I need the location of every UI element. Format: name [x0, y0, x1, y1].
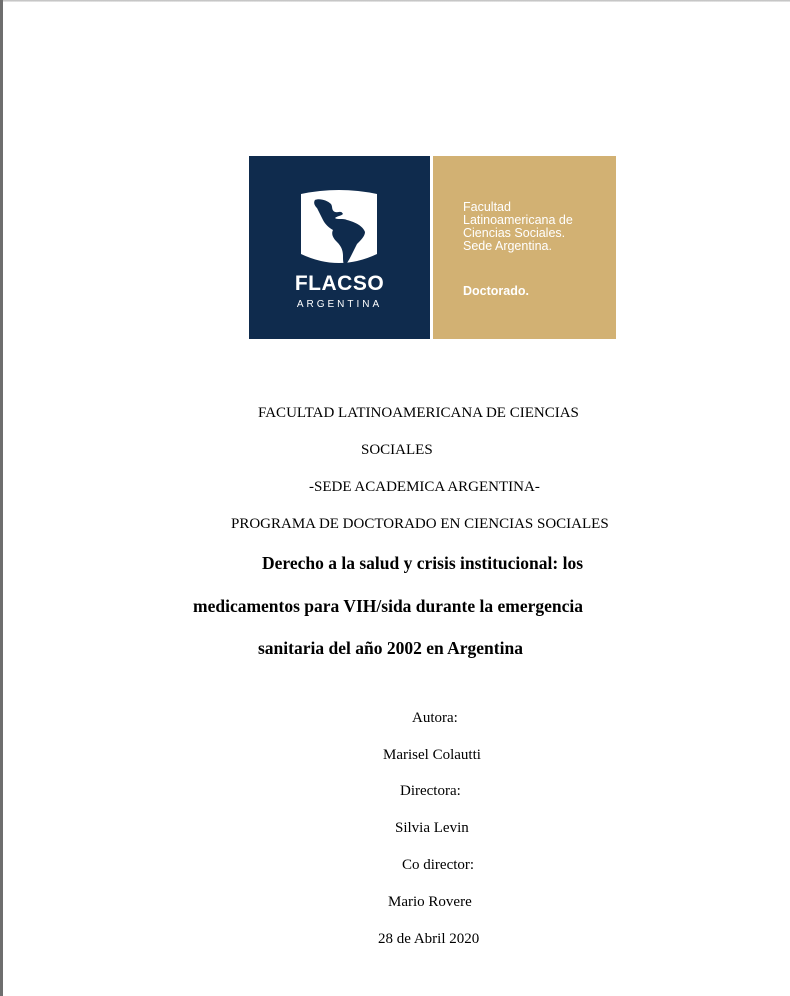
- logo-wordmark: FLACSO: [294, 272, 385, 295]
- logo-country: ARGENTINA: [296, 299, 383, 310]
- codirector-label: Co director:: [402, 857, 475, 873]
- logo-line: Ciencias Sociales.: [463, 226, 566, 240]
- flacso-logo: [249, 156, 616, 339]
- date-line: 28 de Abril 2020: [378, 931, 480, 947]
- director-name: Silvia Levin: [395, 820, 469, 836]
- logo-gold-panel: [433, 156, 616, 339]
- institution-line-1: FACULTAD LATINOAMERICANA DE CIENCIAS: [258, 405, 579, 421]
- thesis-title-line-2: medicamentos para VIH/sida durante la emergencia: [193, 596, 583, 616]
- author-label: Autora:: [412, 710, 458, 726]
- thesis-title-line-1: Derecho a la salud y crisis institucional: los: [262, 553, 584, 573]
- logo-line: Facultad: [463, 200, 511, 214]
- latin-america-map-icon: [297, 188, 381, 272]
- logo-line: Latinoamericana de: [463, 213, 573, 227]
- page-left-edge: [0, 0, 3, 996]
- program-line: PROGRAMA DE DOCTORADO EN CIENCIAS SOCIALES: [231, 516, 609, 532]
- seat-line: -SEDE ACADEMICA ARGENTINA-: [309, 479, 540, 495]
- codirector-name: Mario Rovere: [388, 894, 472, 910]
- logo-tag: Doctorado.: [463, 284, 529, 298]
- director-label: Directora:: [400, 783, 461, 799]
- logo-text-block: [463, 201, 573, 253]
- author-name: Marisel Colautti: [383, 747, 481, 763]
- logo-navy-panel: [249, 156, 430, 339]
- page-top-edge: [0, 0, 790, 2]
- logo-line: Sede Argentina.: [463, 239, 552, 253]
- institution-line-2: SOCIALES: [361, 442, 433, 458]
- thesis-title-line-3: sanitaria del año 2002 en Argentina: [258, 638, 523, 658]
